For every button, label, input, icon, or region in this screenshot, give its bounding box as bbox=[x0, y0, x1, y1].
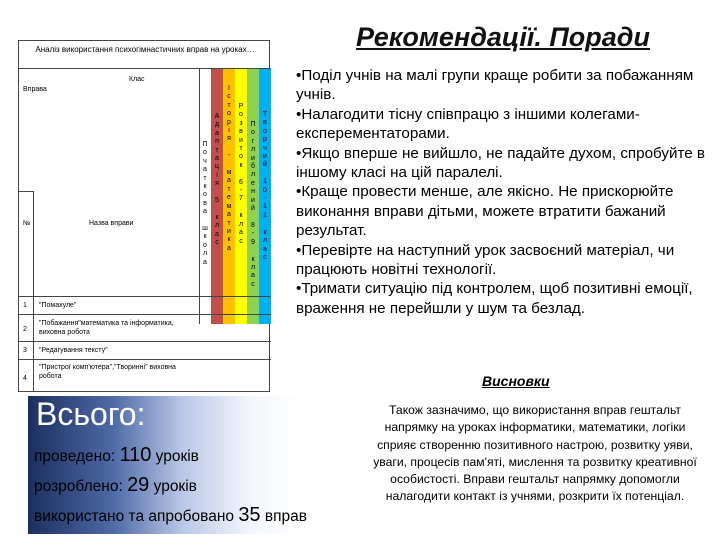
grid-line bbox=[19, 359, 271, 360]
advice-item: •Поділ учнів на малі групи краще робити за побажанням учнів. bbox=[296, 67, 694, 104]
row-name: "Пристрої комп'ютера","Творинні" виховна робота bbox=[39, 364, 176, 380]
totals-label: проведено: bbox=[34, 448, 120, 465]
header-class: Клас bbox=[129, 76, 145, 83]
row-name: "Редагування тексту" bbox=[39, 347, 108, 354]
column-header-4: Р о з в и т о к 6 - 7 к л а с bbox=[238, 103, 244, 245]
grid-line bbox=[19, 296, 271, 297]
header-exercise: Вправа bbox=[23, 86, 47, 93]
exercise-analysis-table bbox=[18, 40, 270, 392]
totals-exercises-used bbox=[34, 504, 307, 527]
grid-line bbox=[33, 191, 34, 391]
totals-unit: вправ bbox=[260, 508, 307, 525]
totals-panel bbox=[28, 396, 370, 534]
totals-label: використано та апробовано bbox=[34, 508, 239, 525]
row-number: 1 bbox=[23, 302, 27, 309]
column-header-1: П о ч а т к о в а ш к о л а bbox=[202, 141, 208, 266]
grid-line bbox=[19, 314, 271, 315]
totals-unit: уроків bbox=[149, 478, 197, 495]
advice-item: •Перевірте на наступний урок засвоєний матеріал, чи працюють новітні технології. bbox=[296, 241, 675, 279]
conclusions-heading: Висновки bbox=[482, 373, 550, 389]
row-name: "Помахуле" bbox=[39, 302, 77, 309]
row-number: 4 bbox=[23, 375, 27, 382]
page-title-text: Рекомендації. Поради bbox=[356, 22, 650, 52]
advice-item: •Краще провести менше, але якісно. Не прискорюйте виконання вправи дітьми, можете втратити бажаний результат. bbox=[296, 183, 674, 240]
conclusions-text: Також зазначимо, що використання вправ гештальт напрямку на уроках інформатики, математики, логіки сприяє створенню позитивного настрою, розвитку уяви, уваги, процесів пам'яті, мислення та розвитку креативної особистості. Вправи гештальт напрямку допомогли налагодити контакт із учнями, розкрити їх потенціал. bbox=[373, 403, 697, 504]
row-number: 3 bbox=[23, 347, 27, 354]
totals-lessons-held bbox=[34, 444, 199, 467]
totals-value: 110 bbox=[119, 444, 152, 466]
column-header-5: П о г л и б л е н и й 8 - 9 к л а с bbox=[250, 121, 256, 288]
totals-title: Всього: bbox=[36, 396, 146, 432]
table-caption: Аналіз використання психогімнастичних вправ на уроках… bbox=[19, 41, 271, 69]
totals-lessons-developed bbox=[34, 474, 197, 497]
grid-line bbox=[199, 69, 200, 324]
totals-value: 35 bbox=[238, 504, 261, 526]
advice-item: •Якщо вперше не вийшло, не падайте духом, спробуйте в іншому класі на цій паралелі. bbox=[296, 144, 705, 182]
totals-value: 29 bbox=[127, 474, 150, 496]
page-title bbox=[298, 22, 708, 53]
column-header-3: І с т о р і я - м а т е м а т и к а bbox=[226, 85, 232, 252]
advice-item: •Тримати ситуацію під контролем, щоб позитивні емоції, враження не перейшли у шум та безлад. bbox=[296, 280, 693, 317]
row-number: 2 bbox=[23, 326, 27, 333]
column-header-2: А д а п т а ц і я 5 к л а с bbox=[214, 113, 220, 247]
totals-label: розроблено: bbox=[34, 478, 128, 495]
header-num: № bbox=[23, 220, 31, 227]
header-name: Назва вправи bbox=[89, 220, 134, 227]
grid-line bbox=[19, 191, 33, 192]
advice-list bbox=[296, 66, 712, 318]
grid-line bbox=[19, 341, 271, 342]
row-name: "Побажання"математика та інформатика, виховна робота bbox=[39, 320, 174, 336]
advice-item: •Налагодити тісну співпрацю з іншими колегами- експерементаторами. bbox=[296, 105, 640, 143]
totals-unit: уроків bbox=[151, 448, 199, 465]
column-header-6: Т в о р ч и й 1 0 - 1 1 к л а с bbox=[262, 111, 268, 261]
